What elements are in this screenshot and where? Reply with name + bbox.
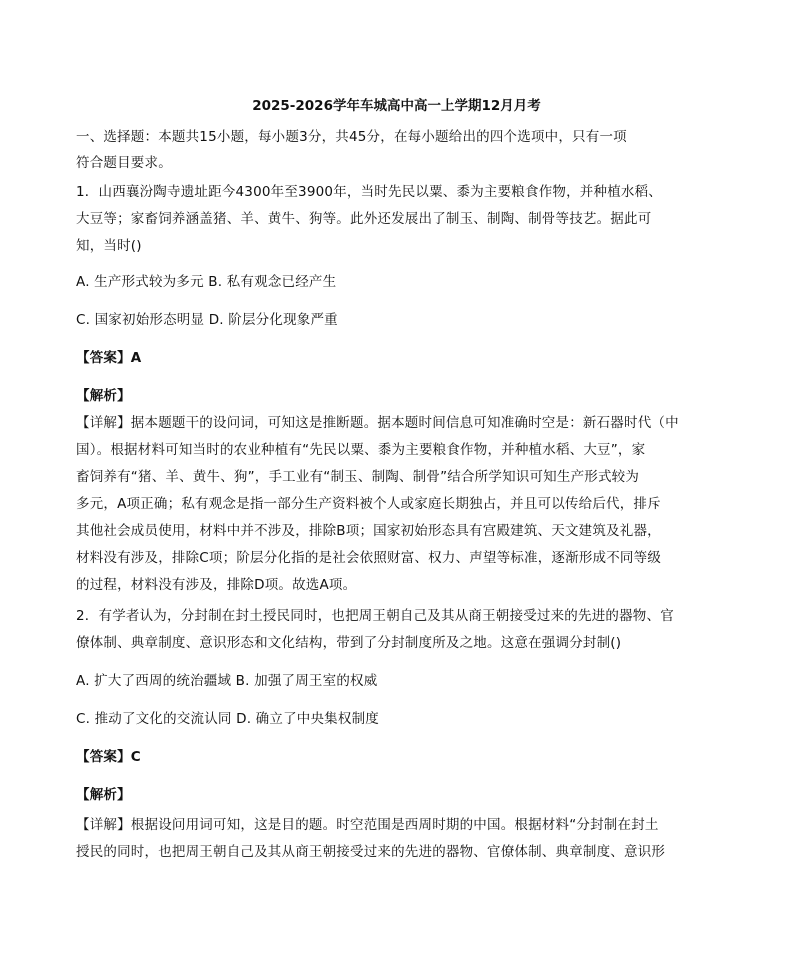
page-title: 2025-2026学年车城高中高一上学期12月月考: [252, 98, 541, 114]
q1-stem-line-2: 大豆等；家畜饲养涵盖猪、羊、黄牛、狗等。此外还发展出了制玉、制陶、制骨等技艺。据此可: [76, 211, 652, 227]
q1-analysis-line-7: 的过程，材料没有涉及，排除D项。故选A项。: [76, 577, 357, 593]
q1-analysis-line-6: 材料没有涉及，排除C项；阶层分化指的是社会依照财富、权力、声望等标准，逐渐形成不同等级: [76, 550, 662, 566]
section-instructions-line-2: 符合题目要求。: [76, 155, 172, 171]
q2-stem-line-1: 2．有学者认为，分封制在封土授民同时，也把周王朝自己及其从商王朝接受过来的先进的器物、官: [76, 608, 674, 624]
q1-analysis-line-1: 【详解】据本题题干的设问词，可知这是推断题。据本题时间信息可知准确时空是：新石器时代（中: [76, 415, 679, 431]
q1-stem-line-1: 1．山西襄汾陶寺遗址距今4300年至3900年，当时先民以粟、黍为主要粮食作物，并种植水稻、: [76, 184, 663, 200]
q2-analysis-heading: 【解析】: [76, 787, 131, 803]
q1-analysis-line-5: 其他社会成员使用，材料中并不涉及，排除B项；国家初始形态具有宫殿建筑、天文建筑及礼器，: [76, 523, 661, 539]
section-instructions-line-1: 一、选择题：本题共15小题，每小题3分，共45分，在每小题给出的四个选项中，只有一项: [76, 129, 627, 145]
q1-analysis-line-4: 多元，A项正确；私有观念是指一部分生产资料被个人或家庭长期独占，并且可以传给后代，排斥: [76, 496, 661, 512]
q2-stem-line-2: 僚体制、典章制度、意识形态和文化结构，带到了分封制度所及之地。这意在强调分封制(): [76, 635, 622, 651]
q2-analysis-line-2: 授民的同时，也把周王朝自己及其从商王朝接受过来的先进的器物、官僚体制、典章制度、意识形: [76, 844, 666, 860]
q2-options-ab: A. 扩大了西周的统治疆域 B. 加强了周王室的权威: [76, 673, 378, 689]
q1-analysis-line-3: 畜饲养有“猪、羊、黄牛、狗”，手工业有“制玉、制陶、制骨”结合所学知识可知生产形式较为: [76, 469, 640, 485]
q1-analysis-heading: 【解析】: [76, 388, 131, 404]
q1-analysis-line-2: 国）。根据材料可知当时的农业种植有“先民以粟、黍为主要粮食作物，并种植水稻、大豆”，家: [76, 442, 646, 458]
q2-answer: 【答案】C: [76, 749, 141, 765]
q1-answer: 【答案】A: [76, 350, 142, 366]
q1-stem-line-3: 知，当时(): [76, 238, 142, 254]
q1-options-cd: C. 国家初始形态明显 D. 阶层分化现象严重: [76, 312, 338, 328]
q1-options-ab: A. 生产形式较为多元 B. 私有观念已经产生: [76, 274, 337, 290]
q2-analysis-line-1: 【详解】根据设问用词可知，这是目的题。时空范围是西周时期的中国。根据材料“分封制在封土: [76, 817, 659, 833]
q2-options-cd: C. 推动了文化的交流认同 D. 确立了中央集权制度: [76, 711, 379, 727]
